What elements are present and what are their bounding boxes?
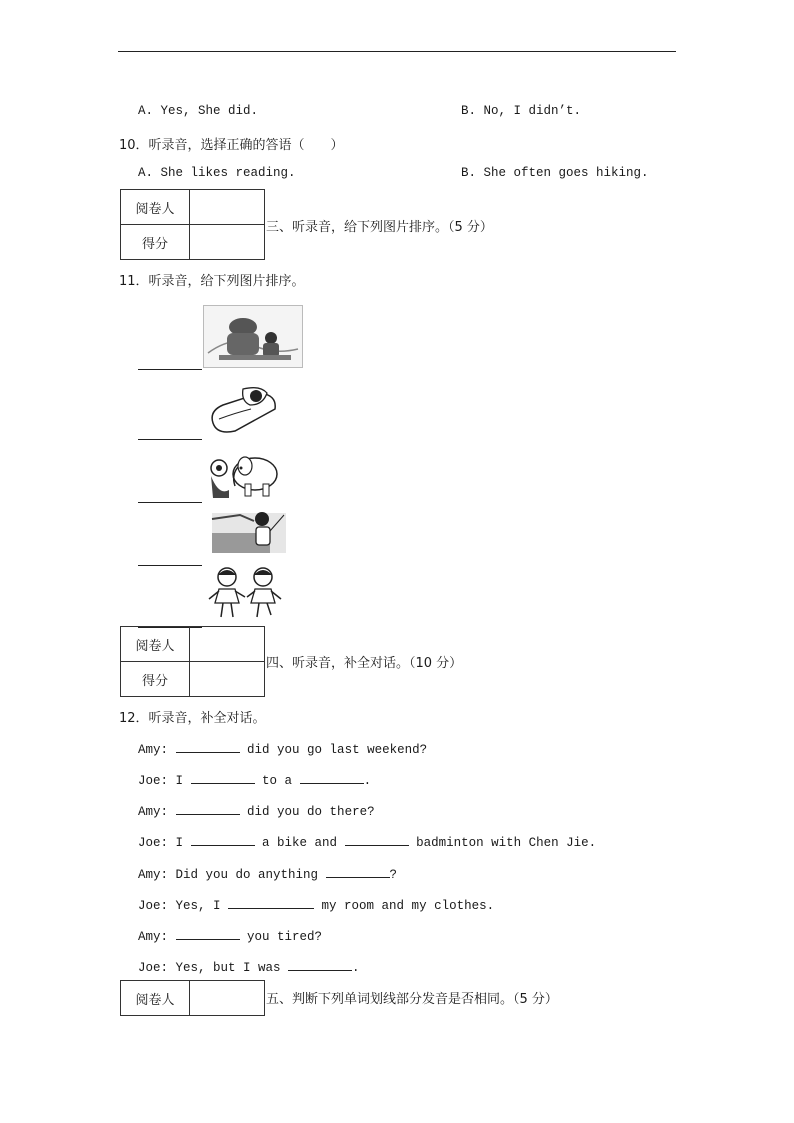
reviewer-label: 阅卷人 [121,190,190,225]
dialogue-line-8 [138,958,360,975]
section-3-title: 三、听录音，给下列图片排序。（5 分） [266,220,493,235]
dialogue-text: my room and my clothes. [321,899,495,913]
score-label: 得分 [121,662,190,697]
dialogue-line-6 [138,896,494,913]
dialogue-text: ? [389,868,398,882]
q11-stem: 11．听录音，给下列图片排序。 [119,274,305,289]
header-rule [118,51,676,52]
speaker-text: Joe: Yes, but I was [138,961,281,975]
answer-blank[interactable] [300,771,364,784]
answer-blank[interactable] [288,958,352,971]
dialogue-line-7 [138,927,322,944]
fishing-boy-picture [210,505,288,557]
reviewer-label: 阅卷人 [121,981,190,1016]
speaker-text: Amy: Did you do anything [138,868,319,882]
order-blank-1[interactable] [138,369,202,370]
answer-blank[interactable] [176,740,240,753]
speaker-text: Amy: [138,930,169,944]
q9-option-b[interactable]: B. No, I didn’t. [461,104,582,118]
order-blank-4[interactable] [138,565,202,566]
dialogue-line-3 [138,802,375,819]
section-5-title: 五、判断下列单词划线部分发音是否相同。（5 分） [266,992,558,1007]
dialogue-text: did you do there? [247,805,375,819]
answer-blank[interactable] [228,896,314,909]
speaker-text: Amy: [138,743,169,757]
monkey-elephant-picture [205,446,285,502]
dialogue-line-1 [138,740,427,757]
dialogue-text: badminton with Chen Jie. [416,836,597,850]
dancing-girls-picture [205,559,287,625]
section-4-title: 四、听录音，补全对话。（10 分） [266,656,463,671]
answer-blank[interactable] [191,833,255,846]
speaker-text: Amy: [138,805,169,819]
dialogue-text: . [363,774,372,788]
dialogue-text: a bike and [262,836,338,850]
order-blank-2[interactable] [138,439,202,440]
score-label: 得分 [121,225,190,260]
dialogue-text: you tired? [247,930,323,944]
speaker-text: Joe: I [138,836,184,850]
speaker-text: Joe: Yes, I [138,899,221,913]
score-box-section-3 [120,189,265,260]
dialogue-text: . [352,961,360,975]
answer-blank[interactable] [345,833,409,846]
dialogue-line-5 [138,865,397,882]
speaker-text: Joe: I [138,774,184,788]
dialogue-line-4 [138,833,596,850]
answer-blank[interactable] [191,771,255,784]
dialogue-line-2 [138,771,371,788]
q10-option-a[interactable]: A. She likes reading. [138,166,296,180]
answer-blank[interactable] [176,802,240,815]
answer-blank[interactable] [176,927,240,940]
dialogue-text: did you go last weekend? [247,743,428,757]
q12-stem: 12．听录音，补全对话。 [119,711,266,726]
q10-stem: 10．听录音，选择正确的答语（ ） [119,138,344,153]
score-field[interactable] [190,225,265,260]
reviewer-label: 阅卷人 [121,627,190,662]
score-field[interactable] [190,662,265,697]
answer-blank[interactable] [326,865,390,878]
mountain-scene-picture [203,305,303,368]
q10-option-b[interactable]: B. She often goes hiking. [461,166,649,180]
q9-option-a[interactable]: A. Yes, She did. [138,104,259,118]
sleeping-child-picture [205,383,280,438]
reviewer-field[interactable] [190,981,265,1016]
score-box-section-4 [120,626,265,697]
dialogue-text: to a [262,774,293,788]
order-blank-3[interactable] [138,502,202,503]
reviewer-field[interactable] [190,190,265,225]
reviewer-field[interactable] [190,627,265,662]
score-box-section-5 [120,980,265,1016]
